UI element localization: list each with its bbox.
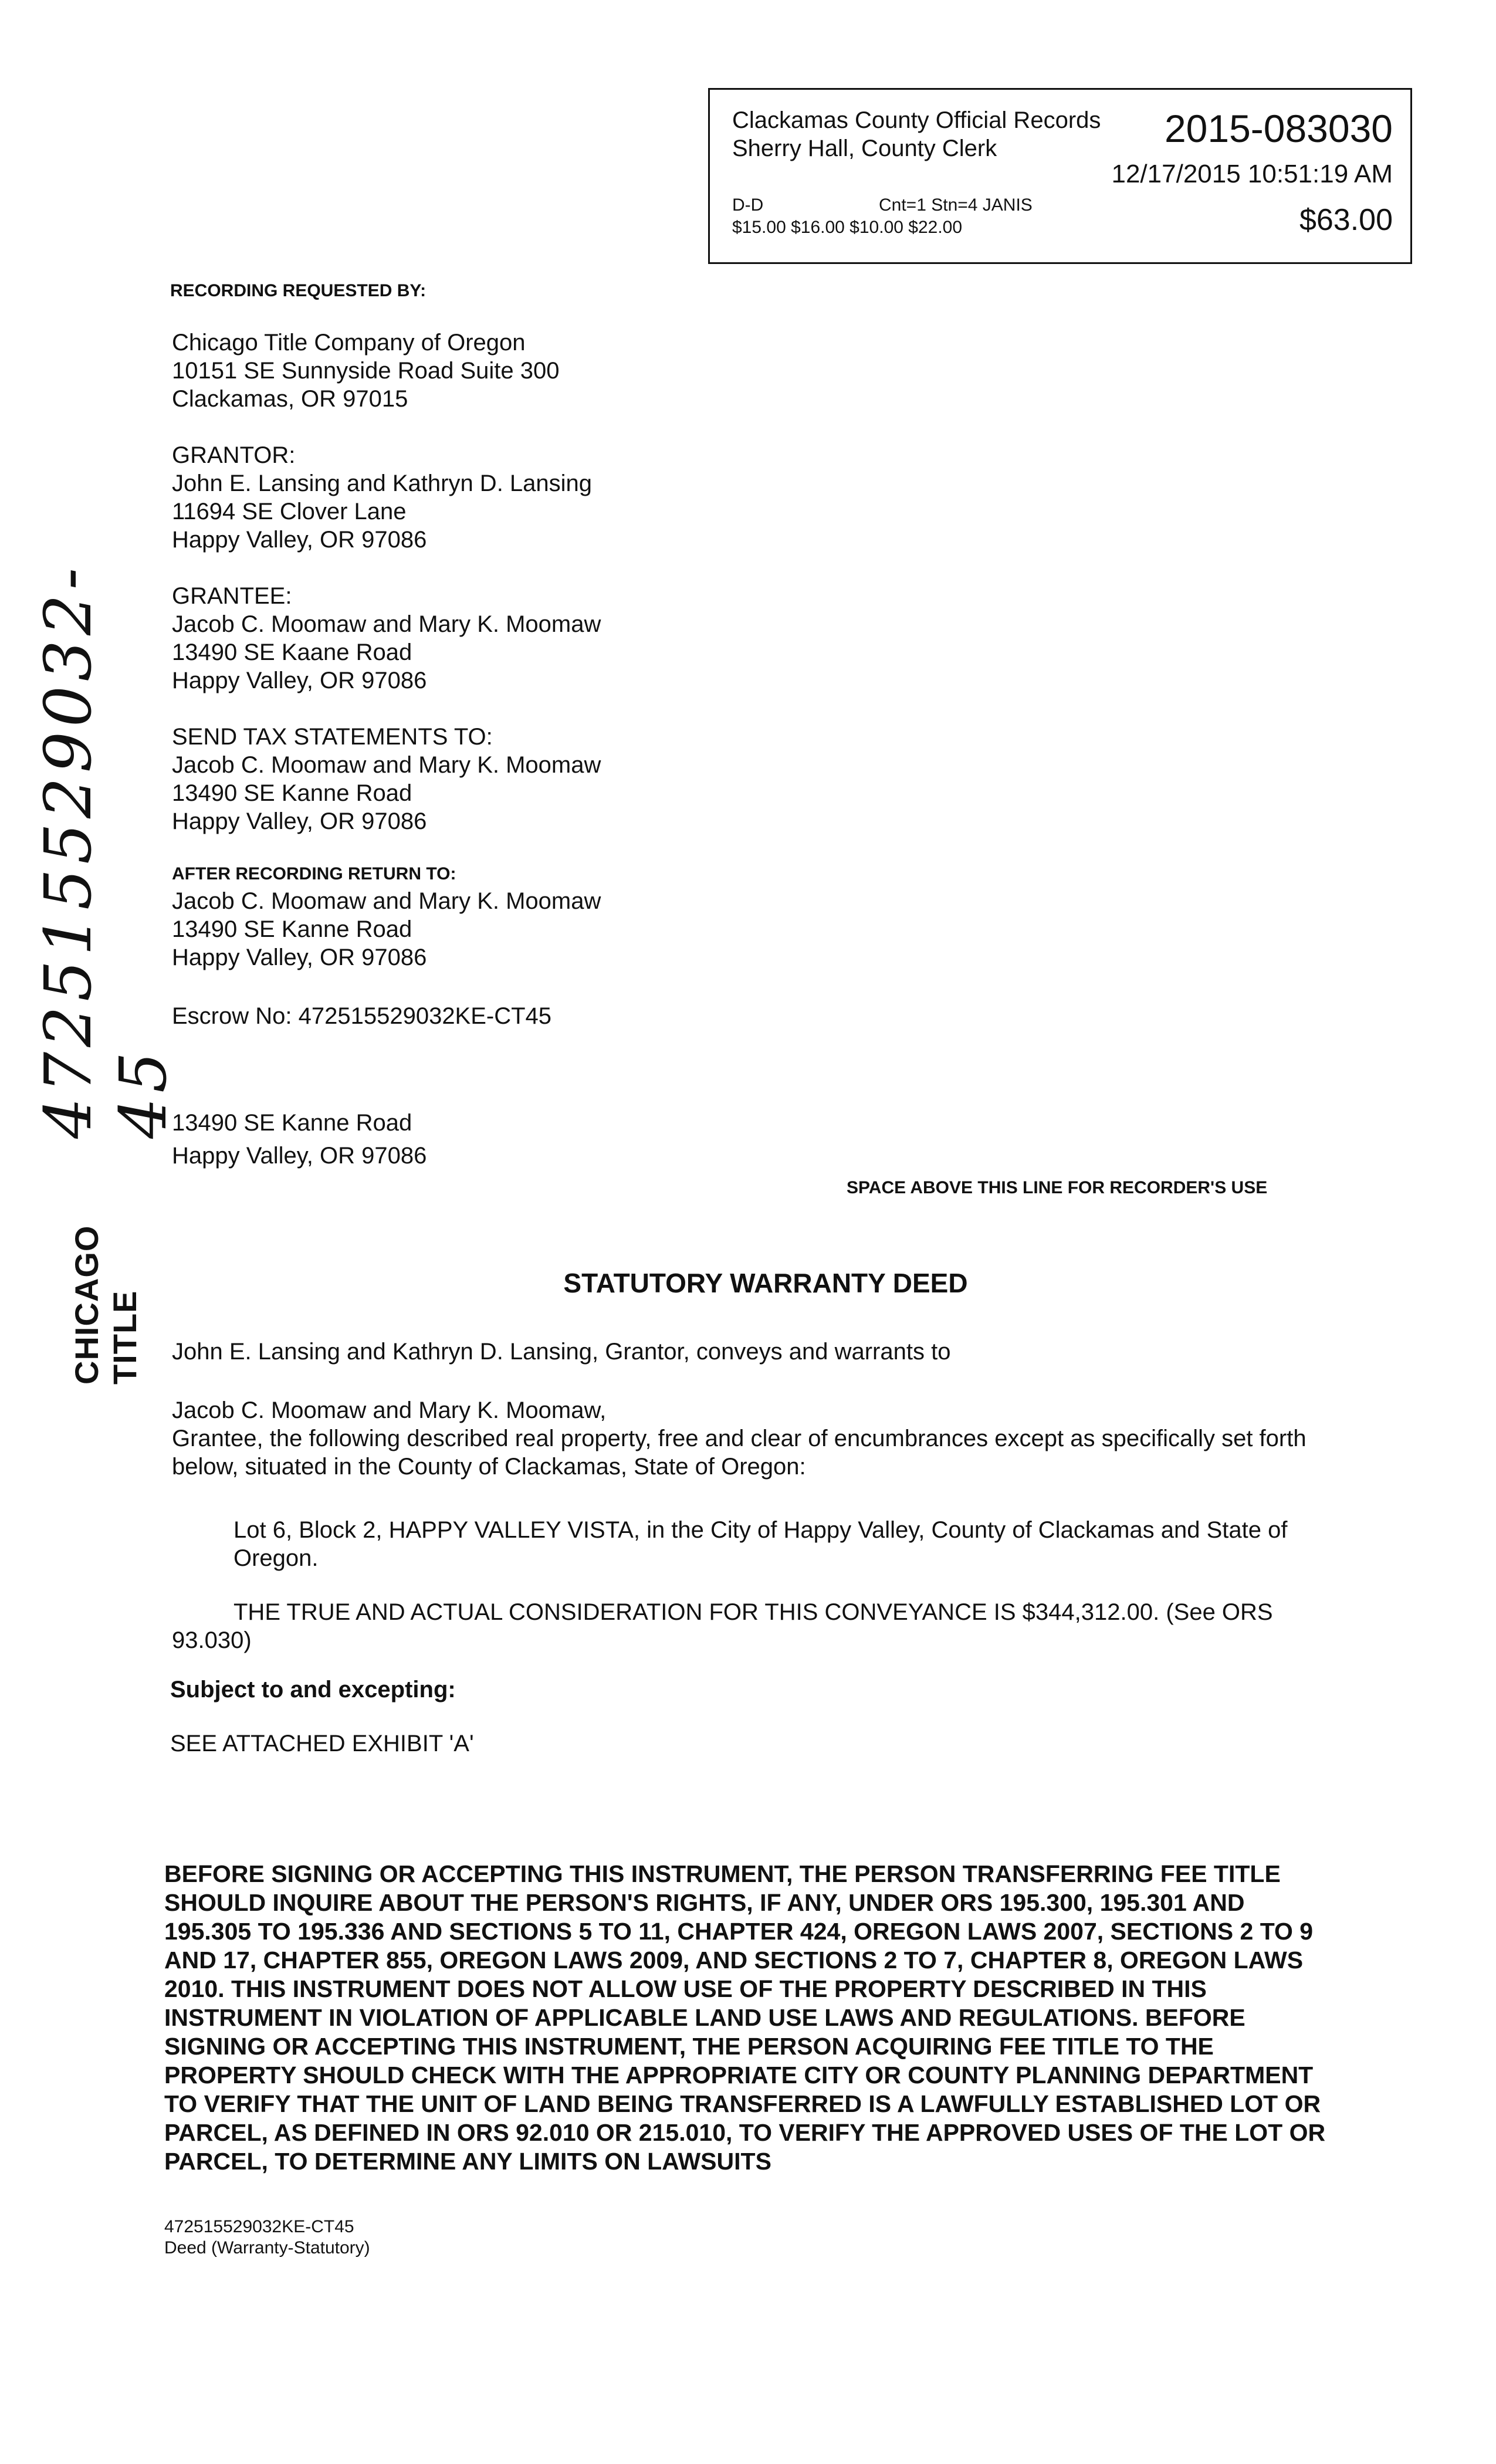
recording-fees: $15.00 $16.00 $10.00 $22.00 (732, 218, 963, 237)
grantee-address: 13490 SE Kaane Road (172, 639, 412, 665)
tax-address: 13490 SE Kanne Road (172, 780, 412, 806)
deed-title: STATUTORY WARRANTY DEED (563, 1268, 968, 1298)
grantee-heading: GRANTEE: (172, 583, 292, 609)
footer-escrow-number: 472515529032KE-CT45 (164, 2217, 354, 2236)
requester-city: Clackamas, OR 97015 (172, 386, 408, 412)
tax-statements-heading: SEND TAX STATEMENTS TO: (172, 724, 493, 750)
grantee-block (172, 582, 601, 695)
grantee-names: Jacob C. Moomaw and Mary K. Moomaw (172, 611, 601, 637)
tax-city: Happy Valley, OR 97086 (172, 808, 427, 834)
property-city: Happy Valley, OR 97086 (172, 1143, 427, 1169)
property-address-block (172, 1109, 427, 1170)
property-description: Grantee, the following described real property, free and clear of encumbrances except as specifically set forth below, situated in the County of Clackamas, State of Oregon: (172, 1426, 1307, 1480)
grantee-city: Happy Valley, OR 97086 (172, 668, 427, 693)
document-number: 2015-083030 (1164, 107, 1393, 150)
recording-datetime: 12/17/2015 10:51:19 AM (1111, 160, 1393, 188)
grantor-block (172, 441, 592, 554)
recorder-office-line2: Sherry Hall, County Clerk (732, 136, 997, 161)
subject-to-heading: Subject to and excepting: (170, 1677, 456, 1703)
grantee-name-line: Jacob C. Moomaw and Mary K. Moomaw, (172, 1397, 607, 1423)
grantor-names: John E. Lansing and Kathryn D. Lansing (172, 471, 593, 496)
requester-address: 10151 SE Sunnyside Road Suite 300 (172, 358, 560, 384)
conveyance-statement: John E. Lansing and Kathryn D. Lansing, Grantor, conveys and warrants to (172, 1339, 951, 1365)
handwritten-order-number: 472515529032-45 (31, 563, 181, 1139)
grantor-heading: GRANTOR: (172, 442, 296, 468)
property-street: 13490 SE Kanne Road (172, 1110, 412, 1136)
requester-name: Chicago Title Company of Oregon (172, 330, 526, 356)
return-to-address: 13490 SE Kanne Road (172, 916, 412, 942)
land-use-notice: BEFORE SIGNING OR ACCEPTING THIS INSTRUMENT, THE PERSON TRANSFERRING FEE TITLE SHOULD INQUIRE ABOUT THE PERSON'S RIGHTS, IF ANY, UNDER ORS 195.300, 195.301 AND 195.305 TO 195.336 AND SECTIONS 5 TO 11, CHAPTER 424, OREGON LAWS 2007, SECTIONS 2 TO 9 AND 17, CHAPTER 855, OREGON LAWS 2009, AND SECTIONS 2 TO 7, CHAPTER 8, OREGON LAWS 2010. THIS INSTRUMENT DOES NOT ALLOW USE OF THE PROPERTY DESCRIBED IN THIS INSTRUMENT IN VIOLATION OF APPLICABLE LAND USE LAWS AND REGULATIONS. BEFORE SIGNING OR ACCEPTING THIS INSTRUMENT, THE PERSON ACQUIRING FEE TITLE TO THE PROPERTY SHOULD CHECK WITH THE APPROPRIATE CITY OR COUNTY PLANNING DEPARTMENT TO VERIFY THAT THE UNIT OF LAND BEING TRANSFERRED IS A LAWFULLY ESTABLISHED LOT OR PARCEL, AS DEFINED IN ORS 92.010 OR 215.010, TO VERIFY THE APPROVED USES OF THE LOT OR PARCEL, TO DETERMINE ANY LIMITS ON LAWSUITS (164, 1860, 1326, 2175)
grantor-city: Happy Valley, OR 97086 (172, 527, 427, 553)
recording-requested-block (172, 329, 560, 413)
margin-annotation (31, 563, 181, 1385)
tax-statements-block (172, 723, 601, 835)
exhibit-reference: SEE ATTACHED EXHIBIT 'A' (170, 1731, 474, 1756)
document-type: D-D (732, 195, 764, 215)
consideration-statement: THE TRUE AND ACTUAL CONSIDERATION FOR THIS CONVEYANCE IS $344,312.00. (See ORS 93.030) (172, 1599, 1273, 1653)
return-to-heading: AFTER RECORDING RETURN TO: (172, 864, 456, 884)
tax-names: Jacob C. Moomaw and Mary K. Moomaw (172, 752, 601, 778)
recorder-office (732, 106, 1101, 163)
recorder-counts: Cnt=1 Stn=4 JANIS (879, 195, 1033, 215)
legal-description: Lot 6, Block 2, HAPPY VALLEY VISTA, in the City of Happy Valley, County of Clackamas and State of Oregon. (233, 1517, 1288, 1571)
chicago-title-stamp: CHICAGO TITLE (68, 1225, 143, 1385)
escrow-number: Escrow No: 472515529032KE-CT45 (172, 1003, 552, 1029)
grantor-address: 11694 SE Clover Lane (172, 499, 407, 524)
footer-document-type: Deed (Warranty-Statutory) (164, 2238, 370, 2257)
recorder-use-notice: SPACE ABOVE THIS LINE FOR RECORDER'S USE (847, 1178, 1268, 1197)
return-to-block (172, 887, 601, 972)
recorder-office-line1: Clackamas County Official Records (732, 107, 1101, 133)
return-to-names: Jacob C. Moomaw and Mary K. Moomaw (172, 888, 601, 914)
recording-requested-heading: RECORDING REQUESTED BY: (170, 281, 427, 300)
recording-total: $63.00 (1299, 203, 1393, 237)
return-to-city: Happy Valley, OR 97086 (172, 945, 427, 970)
recorder-stamp-box (708, 88, 1412, 264)
footer (164, 2216, 370, 2259)
recorder-meta (732, 194, 1096, 239)
